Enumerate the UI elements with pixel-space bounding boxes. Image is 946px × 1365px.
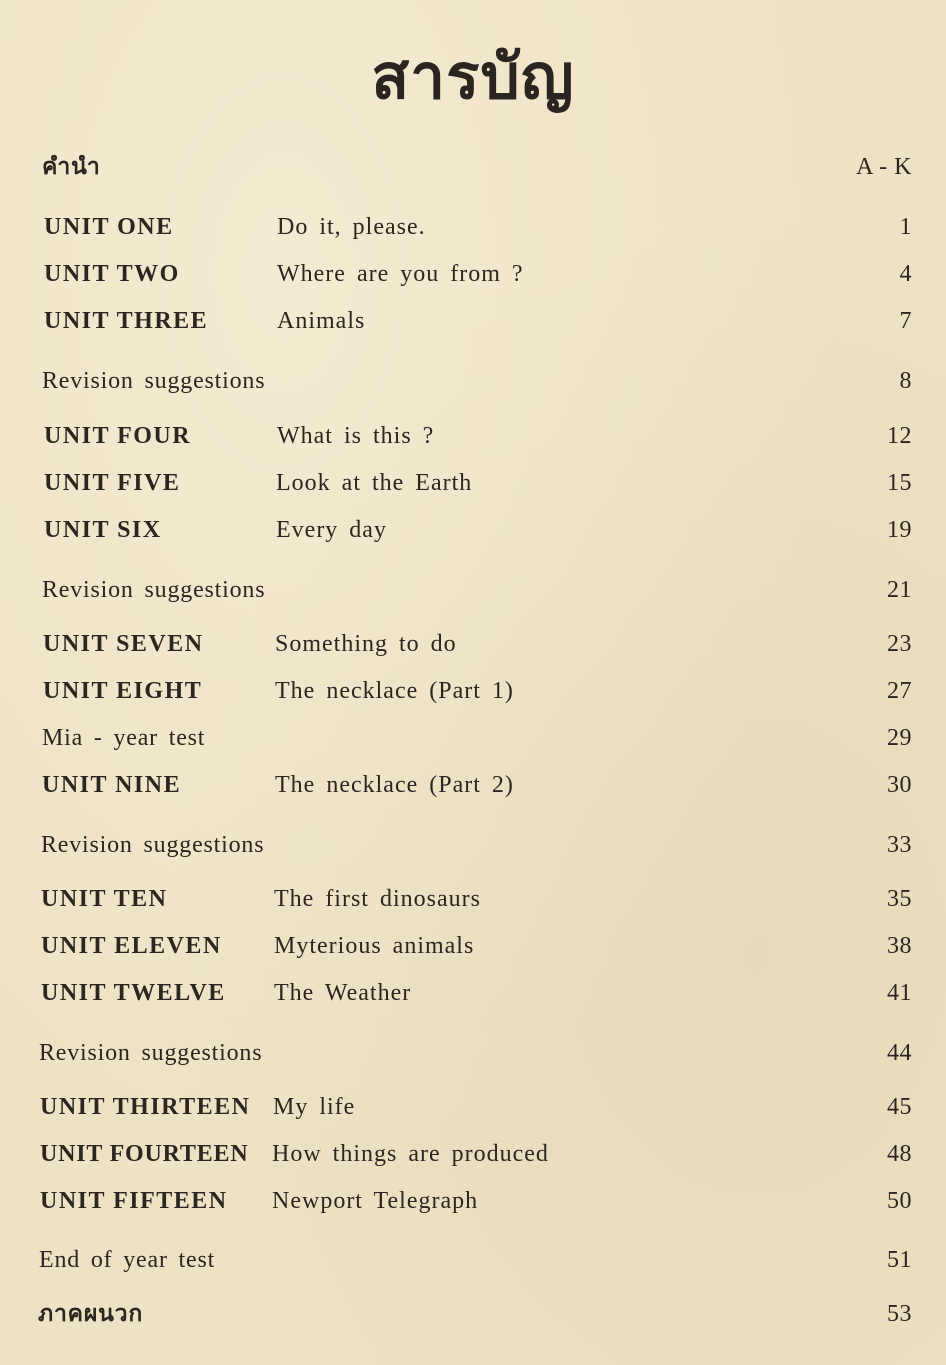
toc-row-appendix	[38, 1297, 912, 1331]
toc-row	[41, 929, 912, 963]
toc-row	[44, 257, 912, 291]
toc-unit-title: Where are you from ?	[277, 261, 524, 287]
toc-label: ภาคผนวก	[38, 1301, 144, 1327]
toc-row	[43, 674, 912, 708]
toc-unit-title: Newport Telegraph	[272, 1188, 479, 1214]
toc-page-number: 53	[887, 1301, 912, 1327]
toc-unit-title: How things are produced	[272, 1141, 549, 1167]
toc-row	[40, 1137, 912, 1171]
toc-row-test	[42, 721, 912, 755]
toc-row-revision	[41, 828, 912, 862]
toc-page-number: 12	[887, 423, 912, 449]
toc-page-number: 38	[887, 933, 912, 959]
toc-unit-label: UNIT TEN	[41, 886, 168, 912]
toc-page-number: A - K	[856, 154, 912, 180]
toc-page-number: 29	[887, 725, 912, 751]
toc-unit-title: Look at the Earth	[276, 470, 473, 496]
toc-page-number: 33	[887, 832, 912, 858]
toc-unit-label: UNIT TWELVE	[41, 980, 226, 1006]
toc-label: Revision suggestions	[39, 1040, 263, 1066]
toc-unit-title: The Weather	[274, 980, 412, 1006]
toc-row	[41, 882, 912, 916]
toc-page-number: 30	[887, 772, 912, 798]
toc-unit-label: UNIT ONE	[44, 214, 174, 240]
toc-unit-label: UNIT ELEVEN	[41, 933, 222, 959]
toc-page-number: 48	[887, 1141, 912, 1167]
toc-row	[44, 304, 912, 338]
toc-page-number: 15	[887, 470, 912, 496]
toc-label: Revision suggestions	[41, 832, 265, 858]
toc-unit-label: UNIT THIRTEEN	[40, 1094, 251, 1120]
toc-row	[40, 1184, 912, 1218]
toc-unit-title: The necklace (Part 1)	[275, 678, 514, 704]
toc-unit-label: UNIT TWO	[44, 261, 180, 287]
toc-label: คำนำ	[42, 154, 101, 180]
toc-unit-label: UNIT NINE	[42, 772, 182, 798]
toc-row-test	[39, 1243, 912, 1277]
toc-unit-label: UNIT THREE	[44, 308, 209, 334]
toc-unit-title: The necklace (Part 2)	[275, 772, 514, 798]
toc-row	[44, 466, 912, 500]
toc-unit-title: Animals	[277, 308, 366, 334]
toc-page-number: 41	[887, 980, 912, 1006]
toc-unit-title: The first dinosaurs	[274, 886, 481, 912]
toc-unit-label: UNIT SIX	[44, 517, 162, 543]
toc-page-number: 35	[887, 886, 912, 912]
toc-page-number: 7	[899, 308, 912, 334]
toc-page-number: 51	[887, 1247, 912, 1273]
toc-page-number: 21	[887, 577, 912, 603]
toc-row-revision	[42, 573, 912, 607]
toc-label: Revision suggestions	[42, 368, 266, 394]
toc-unit-title: What is this ?	[277, 423, 435, 449]
toc-unit-label: UNIT FIVE	[44, 470, 181, 496]
toc-row	[41, 976, 912, 1010]
toc-row	[44, 513, 912, 547]
toc-unit-title: My life	[273, 1094, 356, 1120]
toc-page-number: 19	[887, 517, 912, 543]
toc-page-number: 50	[887, 1188, 912, 1214]
toc-row	[42, 768, 912, 802]
toc-unit-title: Myterious animals	[274, 933, 475, 959]
toc-label: Mia - year test	[42, 725, 206, 751]
toc-label: Revision suggestions	[42, 577, 266, 603]
toc-row	[40, 1090, 912, 1124]
toc-unit-label: UNIT FIFTEEN	[40, 1188, 228, 1214]
toc-row-revision	[39, 1036, 912, 1070]
toc-page-number: 4	[899, 261, 912, 287]
toc-page-number: 44	[887, 1040, 912, 1066]
toc-label: End of year test	[39, 1247, 216, 1273]
toc-unit-label: UNIT EIGHT	[43, 678, 203, 704]
toc-page-number: 1	[899, 214, 912, 240]
page-title: สารบัญ	[371, 40, 575, 113]
toc-unit-label: UNIT FOURTEEN	[40, 1141, 249, 1167]
toc-row	[43, 627, 912, 661]
toc-page-number: 27	[887, 678, 912, 704]
toc-row	[44, 210, 912, 244]
toc-unit-title: Every day	[276, 517, 387, 543]
toc-unit-label: UNIT FOUR	[44, 423, 192, 449]
toc-page-number: 45	[887, 1094, 912, 1120]
toc-unit-label: UNIT SEVEN	[43, 631, 204, 657]
toc-row-revision	[42, 364, 912, 398]
toc-row	[44, 419, 912, 453]
toc-unit-title: Something to do	[275, 631, 457, 657]
toc-page-number: 23	[887, 631, 912, 657]
toc-page-number: 8	[899, 368, 912, 394]
toc-row-preface	[42, 150, 912, 184]
toc-unit-title: Do it, please.	[277, 214, 426, 240]
